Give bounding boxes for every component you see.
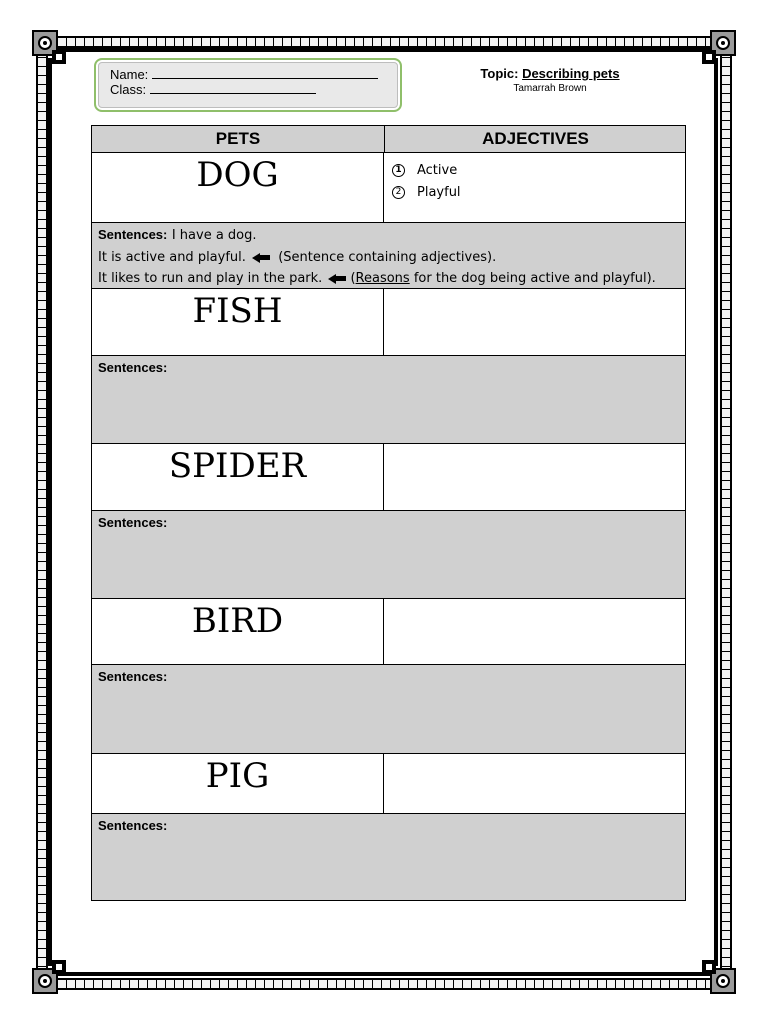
sentences-row-bird[interactable]: [92, 665, 685, 754]
column-header-pets: PETS: [92, 126, 385, 152]
number-circle-icon: 1: [392, 164, 405, 177]
pet-name: SPIDER: [92, 444, 384, 510]
example-sentence-3: It likes to run and play in the park.: [98, 271, 323, 286]
example-sentence-2: It is active and playful.: [98, 250, 246, 265]
sentences-row-spider[interactable]: [92, 511, 685, 599]
author-name: Tamarrah Brown: [513, 83, 587, 94]
sentences-row-fish[interactable]: [92, 356, 685, 444]
sentences-label: Sentences:: [98, 515, 168, 530]
corner-ornament-top-left: [32, 30, 66, 64]
corner-ornament-bottom-left: [32, 960, 66, 994]
pets-adjectives-table: [91, 125, 686, 901]
example-sentence-1: I have a dog.: [171, 228, 257, 243]
left-arrow-icon: [250, 250, 274, 265]
pet-name: FISH: [92, 289, 384, 355]
pet-name: BIRD: [92, 599, 384, 664]
topic-label: Topic:: [480, 66, 519, 81]
pet-row-dog: [92, 153, 685, 223]
border-top: [46, 36, 722, 48]
corner-ornament-top-right: [702, 30, 736, 64]
sentences-row-pig[interactable]: [92, 814, 685, 900]
corner-ornament-bottom-right: [702, 960, 736, 994]
adjectives-cell[interactable]: [384, 289, 685, 355]
adjectives-cell[interactable]: [384, 153, 685, 222]
pet-row-spider: [92, 444, 685, 511]
table-header: [92, 126, 685, 153]
sentences-row-dog[interactable]: [92, 223, 685, 289]
name-label: Name:: [110, 67, 149, 82]
class-blank[interactable]: [150, 83, 316, 94]
pet-row-pig: [92, 754, 685, 814]
sentences-label: Sentences:: [98, 227, 168, 242]
pet-row-fish: [92, 289, 685, 356]
adjectives-cell[interactable]: [384, 599, 685, 664]
inner-line-right: [714, 58, 718, 966]
inner-line-top: [58, 48, 716, 52]
name-row: [110, 68, 378, 82]
border-right: [720, 46, 732, 978]
example-note-3-underlined: Reasons: [355, 271, 410, 286]
adjective-word: Active: [417, 162, 458, 178]
border-bottom: [46, 978, 722, 990]
border-left: [36, 46, 48, 978]
inner-line-left: [48, 58, 52, 966]
adjective-word: Playful: [417, 184, 461, 200]
sentences-label: Sentences:: [98, 669, 168, 684]
example-note-3-open: (: [350, 271, 356, 286]
column-header-adjectives: ADJECTIVES: [482, 129, 589, 148]
sentences-label: Sentences:: [98, 360, 168, 375]
example-note-3-rest: for the dog being active and playful).: [409, 271, 656, 286]
name-blank[interactable]: [152, 68, 378, 79]
pet-name: DOG: [92, 153, 384, 222]
pet-name: PIG: [92, 754, 384, 813]
adjective-item: [392, 181, 677, 203]
example-note-2: (Sentence containing adjectives).: [278, 250, 497, 265]
topic-line: [430, 66, 670, 81]
pet-row-bird: [92, 599, 685, 665]
adjective-item: [392, 159, 677, 181]
name-class-box: [94, 58, 402, 112]
number-circle-icon: 2: [392, 186, 405, 199]
class-label: Class:: [110, 82, 147, 97]
left-arrow-icon: [326, 271, 350, 286]
adjectives-cell[interactable]: [384, 444, 685, 510]
sentences-label: Sentences:: [98, 818, 168, 833]
adjectives-cell[interactable]: [384, 754, 685, 813]
topic-block: [430, 66, 670, 94]
inner-line-bottom: [58, 972, 716, 976]
topic-value: Describing pets: [522, 66, 620, 81]
class-row: [110, 83, 316, 97]
